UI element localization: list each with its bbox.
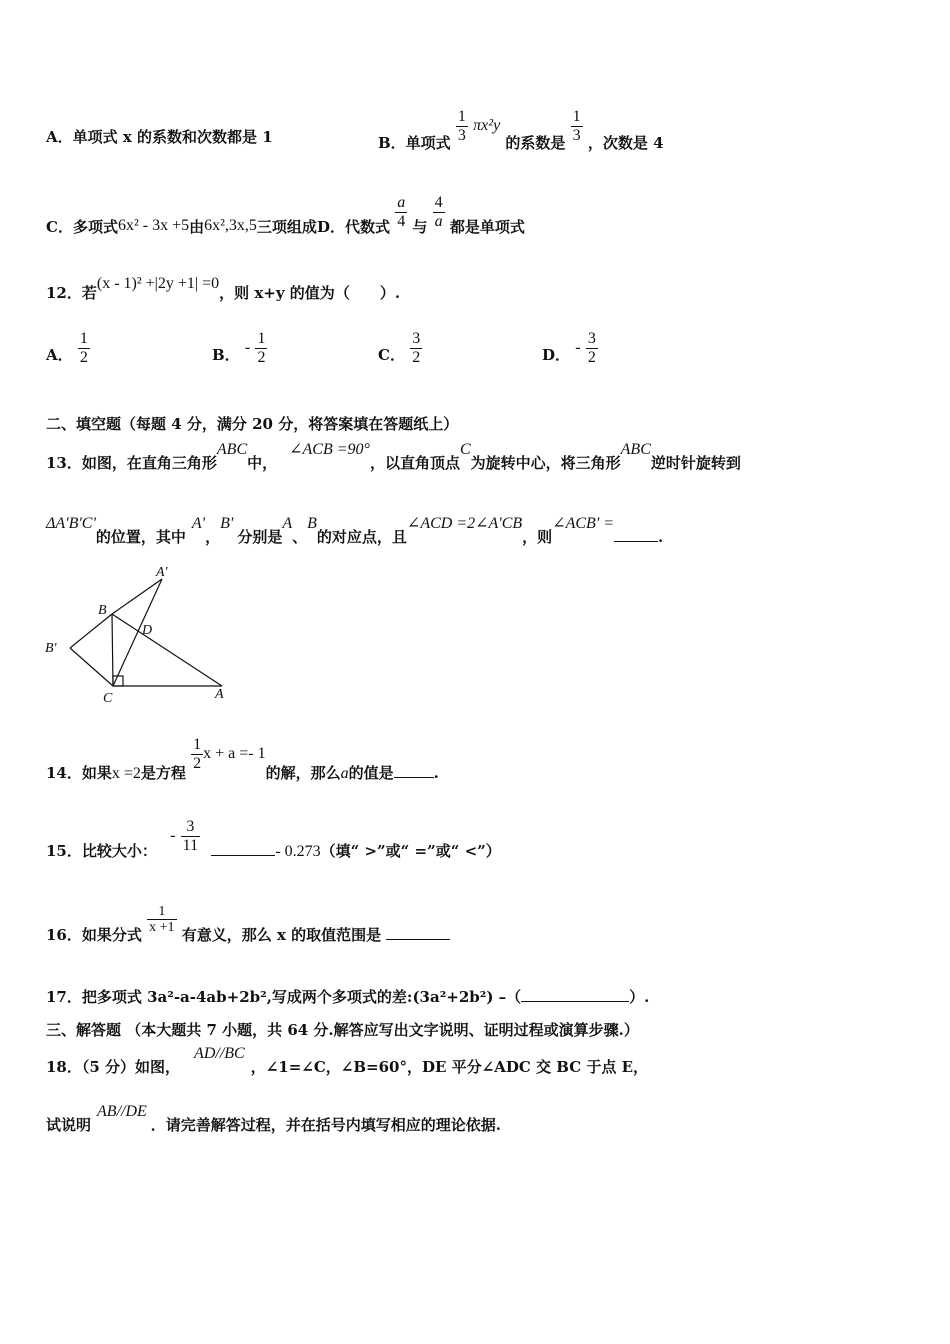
segment-b1-b — [70, 614, 112, 648]
fraction: $\frac{1}{3}$ — [572, 108, 581, 144]
q11-option-a: A．单项式 x 的系数和次数都是 1 — [46, 128, 273, 146]
label-c: C — [103, 691, 113, 706]
fraction: $\frac{1}{2}$ — [257, 330, 266, 366]
q13-line-1: 13．如图，在直角三角形ABC中，∠ACB =90°，以直角顶点C为旋转中心，将三角形ABC逆时针旋转到 — [46, 441, 741, 472]
q17-stem: 17．把多项式 3a²-a-4ab+2b²,写成两个多项式的差:(3a²+2b²) –（ ）. — [46, 988, 650, 1006]
q13-line-2: ΔA'B'C'的位置，其中A'，B'分别是A、B的对应点，且∠ACD =2∠A'CB，则∠ACB' =. — [46, 515, 664, 546]
segment-b-c — [112, 614, 113, 686]
q11-option-c-d: C．多项式6x² - 3x +5由6x²,3x,5三项组成D．代数式 $\frac{a}{4}$ 与 $\frac{4}{a}$ 都是单项式 — [46, 194, 525, 237]
q18-line-1: 18．（5 分）如图，AD//BC，∠1=∠C，∠B=60°，DE 平分∠ADC 交 BC 于点 E， — [46, 1045, 649, 1076]
segment-b1-c — [70, 648, 113, 686]
fraction: $\frac{3}{2}$ — [412, 330, 421, 366]
fraction: $\frac{1}{x +1}$ — [149, 904, 175, 936]
q14-stem: 14．如果x =2是方程 $\frac{1}{2}$ x + a =- 1的解，那么a的值是 . — [46, 736, 439, 783]
fraction: $\frac{a}{4}$ — [397, 194, 406, 230]
fraction: $\frac{3}{11}$ — [182, 818, 199, 854]
q12-option-b: B． - $\frac{1}{2}$ — [212, 330, 266, 366]
fraction: $\frac{1}{3}$ — [457, 108, 466, 144]
right-angle-mark — [113, 676, 123, 686]
fraction: $\frac{1}{2}$ — [79, 330, 88, 366]
label-b-prime: B' — [45, 641, 57, 656]
answer-blank — [211, 855, 275, 856]
q16-stem: 16．如果分式 $\frac{1}{x +1}$ 有意义，那么 x 的取值范围是 — [46, 904, 450, 936]
q12-option-c: C． $\frac{3}{2}$ — [378, 330, 421, 366]
answer-blank — [386, 939, 450, 940]
segment-c-a1 — [113, 579, 162, 686]
fraction: $\frac{3}{2}$ — [587, 330, 596, 366]
answer-blank — [521, 1001, 629, 1002]
section-2-heading: 二、填空题（每题 4 分，满分 20 分，将答案填在答题纸上） — [46, 415, 459, 433]
answer-blank — [394, 777, 434, 778]
fraction: $\frac{1}{2}$ — [193, 736, 202, 772]
triangle-figure — [40, 562, 240, 707]
label-a-prime: A' — [156, 565, 168, 580]
q12-option-d: D． - $\frac{3}{2}$ — [542, 330, 596, 366]
q11-option-b: B．单项式 $\frac{1}{3}$ πx²y 的系数是 $\frac{1}{3}$ ，次数是 4 — [378, 108, 664, 153]
label-d: D — [142, 623, 153, 638]
q15-stem: 15．比较大小： - $\frac{3}{11}$ - 0.273（填“ >”或“ =”或“ <”） — [46, 818, 501, 861]
fraction: $\frac{4}{a}$ — [434, 194, 443, 230]
segment-b-a — [112, 614, 222, 686]
q12-stem: 12．若(x - 1)² +|2y +1| =0，则 x+y 的值为（ ）. — [46, 275, 401, 302]
q18-line-2: 试说明AB//DE．请完善解答过程，并在括号内填写相应的理论依据. — [46, 1103, 502, 1134]
q12-option-a: A． $\frac{1}{2}$ — [46, 330, 88, 366]
section-3-heading: 三、解答题 （本大题共 7 小题，共 64 分.解答应写出文字说明、证明过程或演算步骤.） — [46, 1021, 639, 1039]
label-b: B — [98, 603, 107, 618]
answer-blank — [614, 541, 658, 542]
label-a: A — [215, 687, 224, 702]
